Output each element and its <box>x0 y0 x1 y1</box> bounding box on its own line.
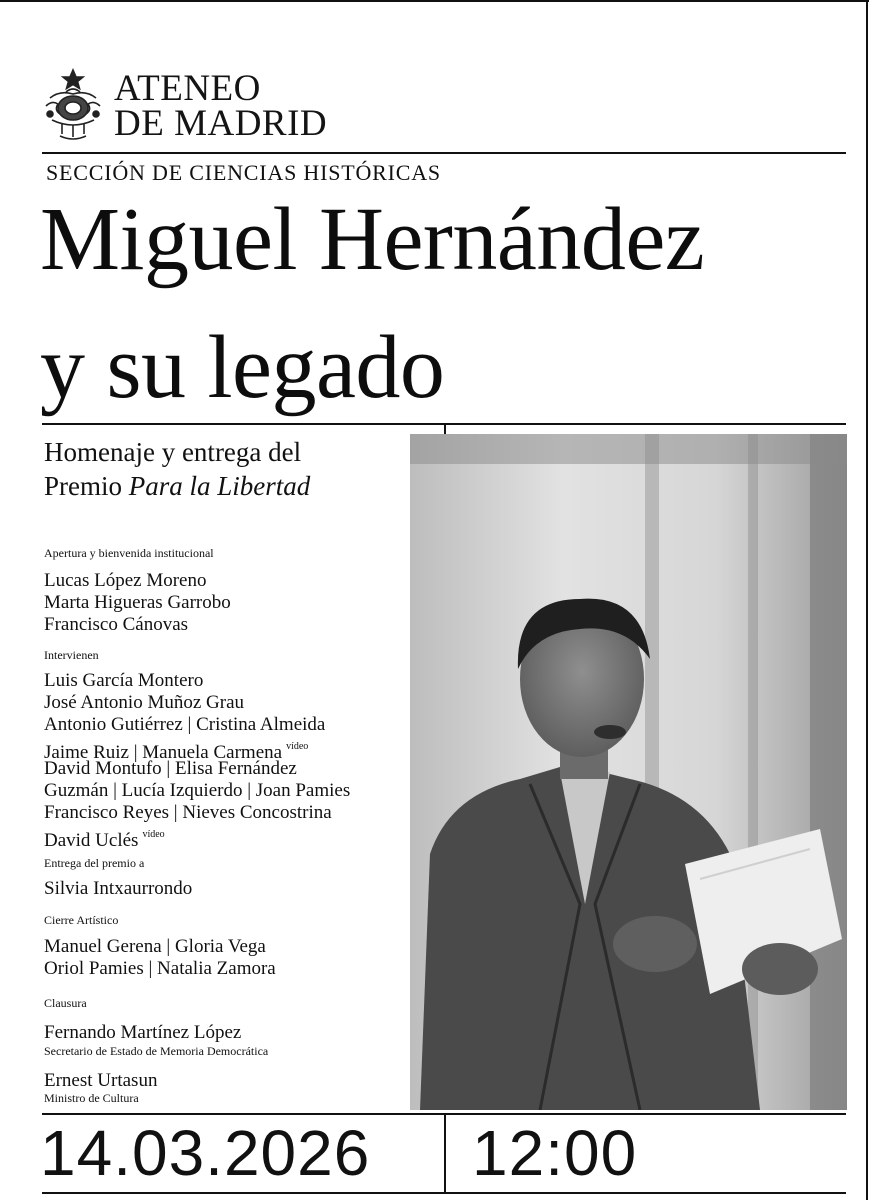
speaker-line: David Montufo | Elisa Fernández <box>44 758 297 779</box>
event-time: 12:00 <box>472 1117 638 1189</box>
ateneo-crest-logo <box>42 68 104 142</box>
poet-reading-photo <box>410 434 847 1110</box>
award-recipient: Silvia Intxaurrondo <box>44 878 193 899</box>
right-border <box>866 0 868 1200</box>
closing-label: Clausura <box>44 996 87 1010</box>
opening-name: Francisco Cánovas <box>44 614 189 635</box>
footer-rule-bottom <box>42 1192 846 1194</box>
artist-line: Oriol Pamies | Natalia Zamora <box>44 958 276 979</box>
closing-name: Ernest Urtasun <box>44 1070 158 1091</box>
footer-divider <box>444 1113 446 1193</box>
brand-line-2: DE MADRID <box>114 103 328 144</box>
top-border <box>0 0 869 2</box>
video-tag: vídeo <box>286 741 309 752</box>
closing-name: Fernando Martínez López <box>44 1022 242 1043</box>
artist-line: Manuel Gerena | Gloria Vega <box>44 936 266 957</box>
event-date: 14.03.2026 <box>40 1117 371 1189</box>
award-name-italic: Para la Libertad <box>128 471 311 501</box>
speaker-names: Jaime Ruiz | Manuela Carmena <box>44 742 283 763</box>
video-tag: vídeo <box>142 829 165 840</box>
opening-name: Marta Higueras Garrobo <box>44 592 231 613</box>
speaker-line: José Antonio Muñoz Grau <box>44 692 245 713</box>
award-label: Entrega del premio a <box>44 856 145 870</box>
closing-role: Ministro de Cultura <box>44 1091 139 1105</box>
speaker-line: Antonio Gutiérrez | Cristina Almeida <box>44 714 326 735</box>
speakers-label: Intervienen <box>44 648 99 662</box>
opening-name: Lucas López Moreno <box>44 570 207 591</box>
subtitle-premio: Premio <box>44 471 129 501</box>
section-name: SECCIÓN DE CIENCIAS HISTÓRICAS <box>46 160 441 185</box>
speaker-names: David Uclés <box>44 830 139 851</box>
artistic-label: Cierre Artístico <box>44 913 119 927</box>
subtitle-line-1: Homenaje y entrega del <box>44 437 302 467</box>
title-line-1: Miguel Hernández <box>40 190 705 289</box>
opening-label: Apertura y bienvenida institucional <box>44 546 214 560</box>
speaker-line: Francisco Reyes | Nieves Concostrina <box>44 802 332 823</box>
title-line-2: y su legado <box>40 318 445 417</box>
speaker-line <box>44 824 165 852</box>
speaker-line: Luis García Montero <box>44 670 204 691</box>
brand-line-1: ATENEO <box>114 68 261 109</box>
closing-role: Secretario de Estado de Memoria Democrática <box>44 1044 269 1058</box>
speaker-line: Guzmán | Lucía Izquierdo | Joan Pamies <box>44 780 351 801</box>
subtitle-line-2 <box>44 470 310 502</box>
header-rule <box>42 152 846 154</box>
